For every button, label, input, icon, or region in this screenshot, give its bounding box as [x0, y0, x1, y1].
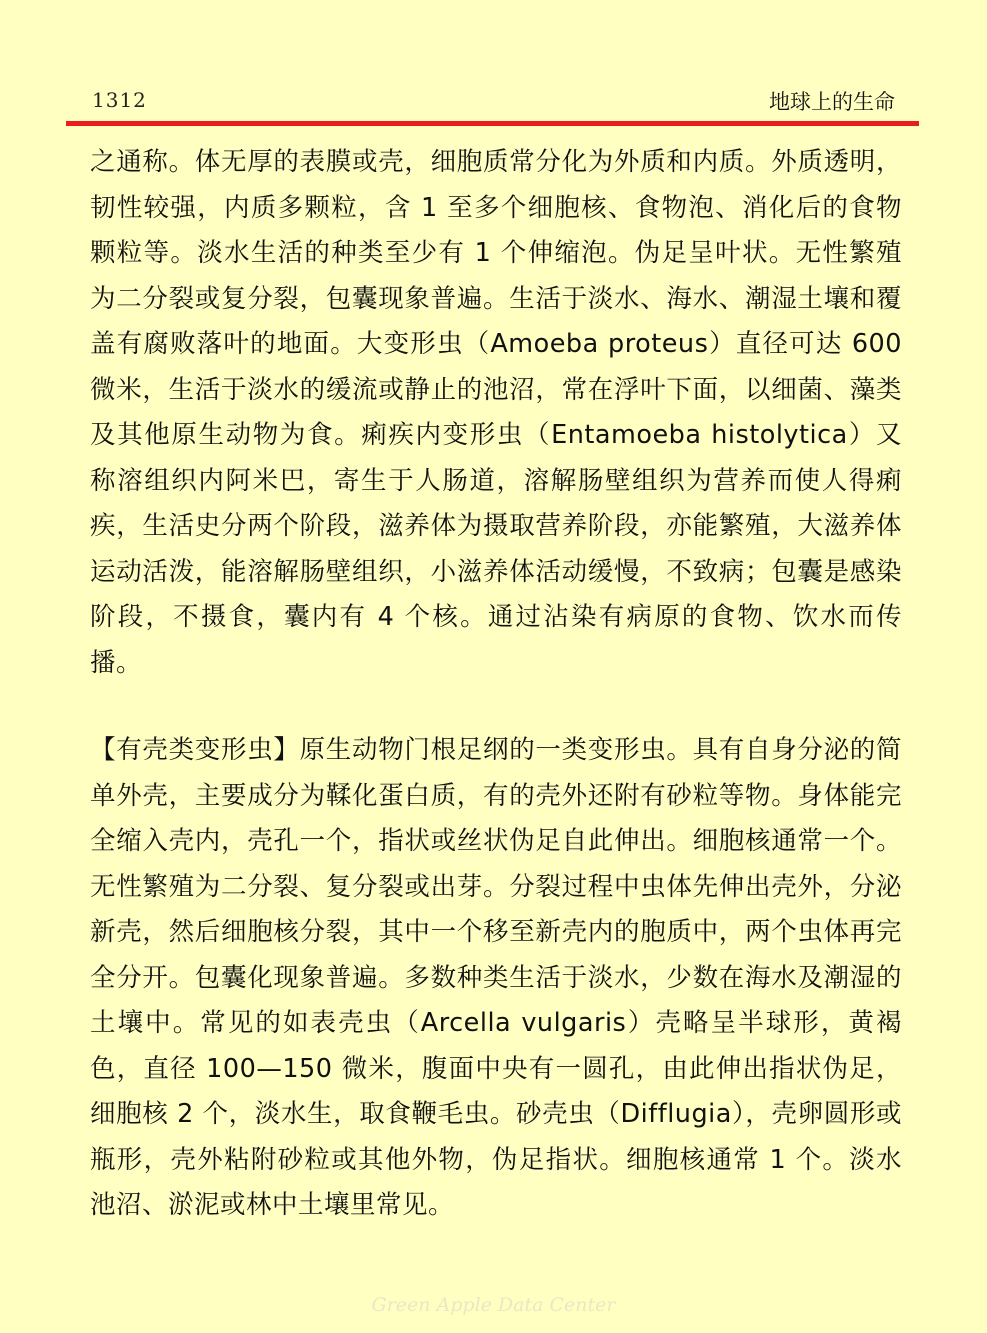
body-paragraph-testate-amoebae: 【有壳类变形虫】原生动物门根足纲的一类变形虫。具有自身分泌的简单外壳，主要成分为鞣化蛋白质，有的壳外还附有砂粒等物。身体能完全缩入壳内，壳孔一个，指状或丝状伪足自此伸出。细胞核通常一个。无性繁殖为二分裂、复分裂或出芽。分裂过程中虫体先伸出壳外，分泌新壳，然后细胞核分裂，其中一个移至新壳内的胞质中，两个虫体再完全分开。包囊化现象普遍。多数种类生活于淡水，少数在海水及潮湿的土壤中。常见的如表壳虫（Arcella vulgaris）壳略呈半球形，黄褐色，直径 100—150 微米，腹面中央有一圆孔，由此伸出指状伪足，细胞核 2 个，淡水生，取食鞭毛虫。砂壳虫（Difflugia），壳卵圆形或瓶形，壳外粘附砂粒或其他外物，伪足指状。细胞核通常 1 个。淡水池沼、淤泥或林中土壤里常见。	[90, 735, 902, 1220]
header-divider	[66, 121, 919, 126]
page-number: 1312	[92, 88, 147, 112]
running-title: 地球上的生命	[769, 90, 895, 114]
watermark: Green Apple Data Center	[371, 1294, 616, 1316]
body-paragraph-amoeba: 之通称。体无厚的表膜或壳，细胞质常分化为外质和内质。外质透明，韧性较强，内质多颗粒，含 1 至多个细胞核、食物泡、消化后的食物颗粒等。淡水生活的种类至少有 1 个伸缩泡。伪足呈叶状。无性繁殖为二分裂或复分裂，包囊现象普遍。生活于淡水、海水、潮湿土壤和覆盖有腐败落叶的地面。大变形虫（Amoeba proteus）直径可达 600 微米，生活于淡水的缓流或静止的池沼，常在浮叶下面，以细菌、藻类及其他原生动物为食。痢疾内变形虫（Entamoeba histolytica）又称溶组织内阿米巴，寄生于人肠道，溶解肠壁组织为营养而使人得痢疾，生活史分两个阶段，滋养体为摄取营养阶段，亦能繁殖，大滋养体运动活泼，能溶解肠壁组织，小滋养体活动缓慢，不致病；包囊是感染阶段，不摄食，囊内有 4 个核。通过沾染有病原的食物、饮水而传播。	[90, 147, 902, 678]
